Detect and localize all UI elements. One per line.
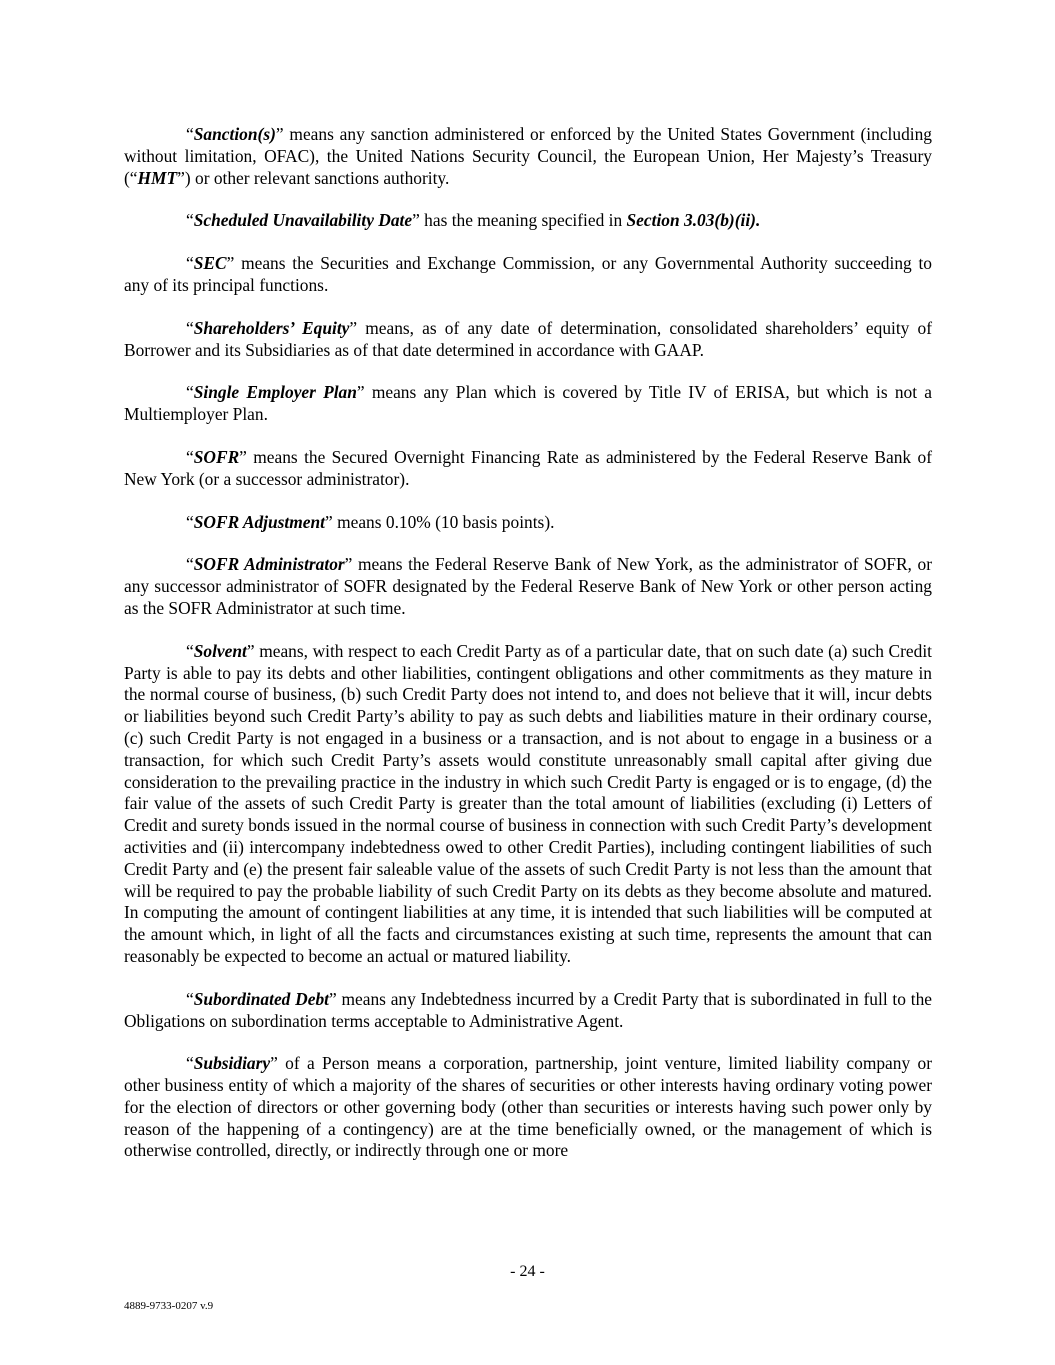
document-body <box>124 124 932 1183</box>
definition-sec: “SEC” means the Securities and Exchange Commission, or any Governmental Authority succeeding to any of its principal functions. <box>124 253 932 295</box>
definition-shareholders-equity: “Shareholders’ Equity” means, as of any date of determination, consolidated shareholders’ equity of Borrower and its Subsidiaries as of that date determined in accordance with GAAP. <box>124 317 932 360</box>
definition-text: means, as of any date of determination, consolidated shareholders’ equity of Borrower and its Subsidiaries as of that date determined in accordance with GAAP. <box>124 317 932 360</box>
defined-term: SOFR Adjustment <box>193 511 326 532</box>
defined-term: Single Employer Plan <box>193 382 357 403</box>
definition-text: means the Secured Overnight Financing Rate as administered by the Federal Reserve Bank of New York (or a successor administrator). <box>124 446 932 489</box>
defined-term: Subordinated Debt <box>193 988 329 1009</box>
defined-term: Solvent <box>193 640 247 661</box>
defined-term: SOFR <box>193 446 240 467</box>
defined-term: Sanction(s) <box>193 124 276 144</box>
definition-sofr-adjustment: “SOFR Adjustment” means 0.10% (10 basis points). <box>186 511 555 532</box>
defined-term: SOFR Administrator <box>193 554 345 575</box>
definition-solvent: “Solvent” means, with respect to each Credit Party as of a particular date, that on such date (a) such Credit Party is able to pay its debts and other liabilities, contingent obligations and other commitments as they mature in the normal course of business, (b) such Credit Party does not intend to, and does not believe that it will, incur debts or liabilities beyond such Credit Party’s ability to pay as such debts and liabilities mature in their ordinary course, (c) such Credit Party is not engaged in a business or a transaction, and is not about to engage in a business or a transaction, for which such Credit Party’s assets would constitute unreasonably small capital after giving due consideration to the prevailing practice in the industry in which such Credit Party is engaged or is to engage, (d) the fair value of the assets of such Credit Party is greater than the total amount of liabilities (excluding (i) Letters of Credit and surety bonds issued in the normal course of business in connection with such Credit Party’s development activities and (ii) intercompany indebtedness owed to other Credit Parties), including contingent liabilities of such Credit Party and (e) the present fair saleable value of the assets of such Credit Party is not less than the amount that will be required to pay the probable liability of such Credit Party on its debts as they become absolute and matured. In computing the amount of contingent liabilities at any time, it is intended that such liabilities will be computed at the amount which, in light of all the facts and circumstances existing at such time, represents the amount that can reasonably be expected to become an actual or matured liability. <box>124 640 932 966</box>
definition-sofr-administrator: “SOFR Administrator” means the Federal Reserve Bank of New York, as the administrator of SOFR, or any successor administrator of SOFR designated by the Federal Reserve Bank of New York or other person acting as the SOFR Administrator at such time. <box>124 554 932 618</box>
section-reference: Section 3.03(b)(ii). <box>626 210 761 231</box>
definition-text: of a Person means a corporation, partnership, joint venture, limited liability company or other business entity of which a majority of the shares of securities or other interests having ordinary voting power for the election of directors or other governing body (other than securities or interests having such power only by reason of the happening of a contingency) are at the time beneficially owned, or the management of which is otherwise controlled, directly, or indirectly through one or more <box>124 1053 932 1161</box>
definition-text: means the Securities and Exchange Commission, or any Governmental Authority succeeding to any of its principal functions. <box>124 253 932 295</box>
definition-subsidiary: “Subsidiary” of a Person means a corporation, partnership, joint venture, limited liability company or other business entity of which a majority of the shares of securities or other interests having ordinary voting power for the election of directors or other governing body (other than securities or interests having such power only by reason of the happening of a contingency) are at the time beneficially owned, or the management of which is otherwise controlled, directly, or indirectly through one or more <box>124 1053 932 1161</box>
definition-single-employer-plan: “Single Employer Plan” means any Plan which is covered by Title IV of ERISA, but which is not a Multiemployer Plan. <box>124 382 932 425</box>
definition-text: means any sanction administered or enforced by the United States Government (including without limitation, OFAC), the United Nations Security Council, the European Union, Her Majesty’s Treasury (“ <box>124 124 932 188</box>
definition-text: means any Indebtedness incurred by a Credit Party that is subordinated in full to the Obligations on subordination terms acceptable to Administrative Agent. <box>124 988 932 1031</box>
document-id: 4889-9733-0207 v.9 <box>124 1300 214 1312</box>
definition-text: ”) or other relevant sanctions authority. <box>177 167 450 188</box>
definition-sofr: “SOFR” means the Secured Overnight Financing Rate as administered by the Federal Reserve Bank of New York (or a successor administrator). <box>124 446 932 489</box>
definition-scheduled-unavailability-date: “Scheduled Unavailability Date” has the meaning specified in Section 3.03(b)(ii). <box>186 210 761 231</box>
defined-term: Subsidiary <box>193 1053 271 1074</box>
page-number: - 24 - <box>510 1263 545 1280</box>
defined-term: Shareholders’ Equity <box>193 317 350 338</box>
definition-subordinated-debt: “Subordinated Debt” means any Indebtedness incurred by a Credit Party that is subordinated in full to the Obligations on subordination terms acceptable to Administrative Agent. <box>124 988 932 1031</box>
defined-term: HMT <box>137 167 178 188</box>
definition-text: has the meaning specified in <box>419 210 627 231</box>
definition-text: means the Federal Reserve Bank of New York, as the administrator of SOFR, or any successor administrator of SOFR designated by the Federal Reserve Bank of New York or other person acting as the SOFR Administrator at such time. <box>124 554 932 618</box>
definition-text: means, with respect to each Credit Party as of a particular date, that on such date (a) such Credit Party is able to pay its debts and other liabilities, contingent obligations and other commitments as they mature in the normal course of business, (b) such Credit Party does not intend to, and does not believe that it will, incur debts or liabilities beyond such Credit Party’s ability to pay as such debts and liabilities mature in their ordinary course, (c) such Credit Party is not engaged in a business or a transaction, and is not about to engage in a business or a transaction, for which such Credit Party’s assets would constitute unreasonably small capital after giving due consideration to the prevailing practice in the industry in which such Credit Party is engaged or is to engage, (d) the fair value of the assets of such Credit Party is greater than the total amount of liabilities (excluding (i) Letters of Credit and surety bonds issued in the normal course of business in connection with such Credit Party’s development activities and (ii) intercompany indebtedness owed to other Credit Parties), including contingent liabilities of such Credit Party and (e) the present fair saleable value of the assets of such Credit Party is not less than the amount that will be required to pay the probable liability of such Credit Party on its debts as they become absolute and matured. In computing the amount of contingent liabilities at any time, it is intended that such liabilities will be computed at the amount which, in light of all the facts and circumstances existing at such time, represents the amount that can reasonably be expected to become an actual or matured liability. <box>124 640 932 966</box>
defined-term: SEC <box>193 253 227 274</box>
definition-text: means any Plan which is covered by Title IV of ERISA, but which is not a Multiemployer Plan. <box>124 382 932 425</box>
definition-sanctions: “Sanction(s)” means any sanction administered or enforced by the United States Government (including without limitation, OFAC), the United Nations Security Council, the European Union, Her Majesty’s Treasury (“HMT”) or other relevant sanctions authority. <box>124 124 932 188</box>
defined-term: Scheduled Unavailability Date <box>193 210 413 231</box>
definition-text: means 0.10% (10 basis points). <box>332 511 555 532</box>
